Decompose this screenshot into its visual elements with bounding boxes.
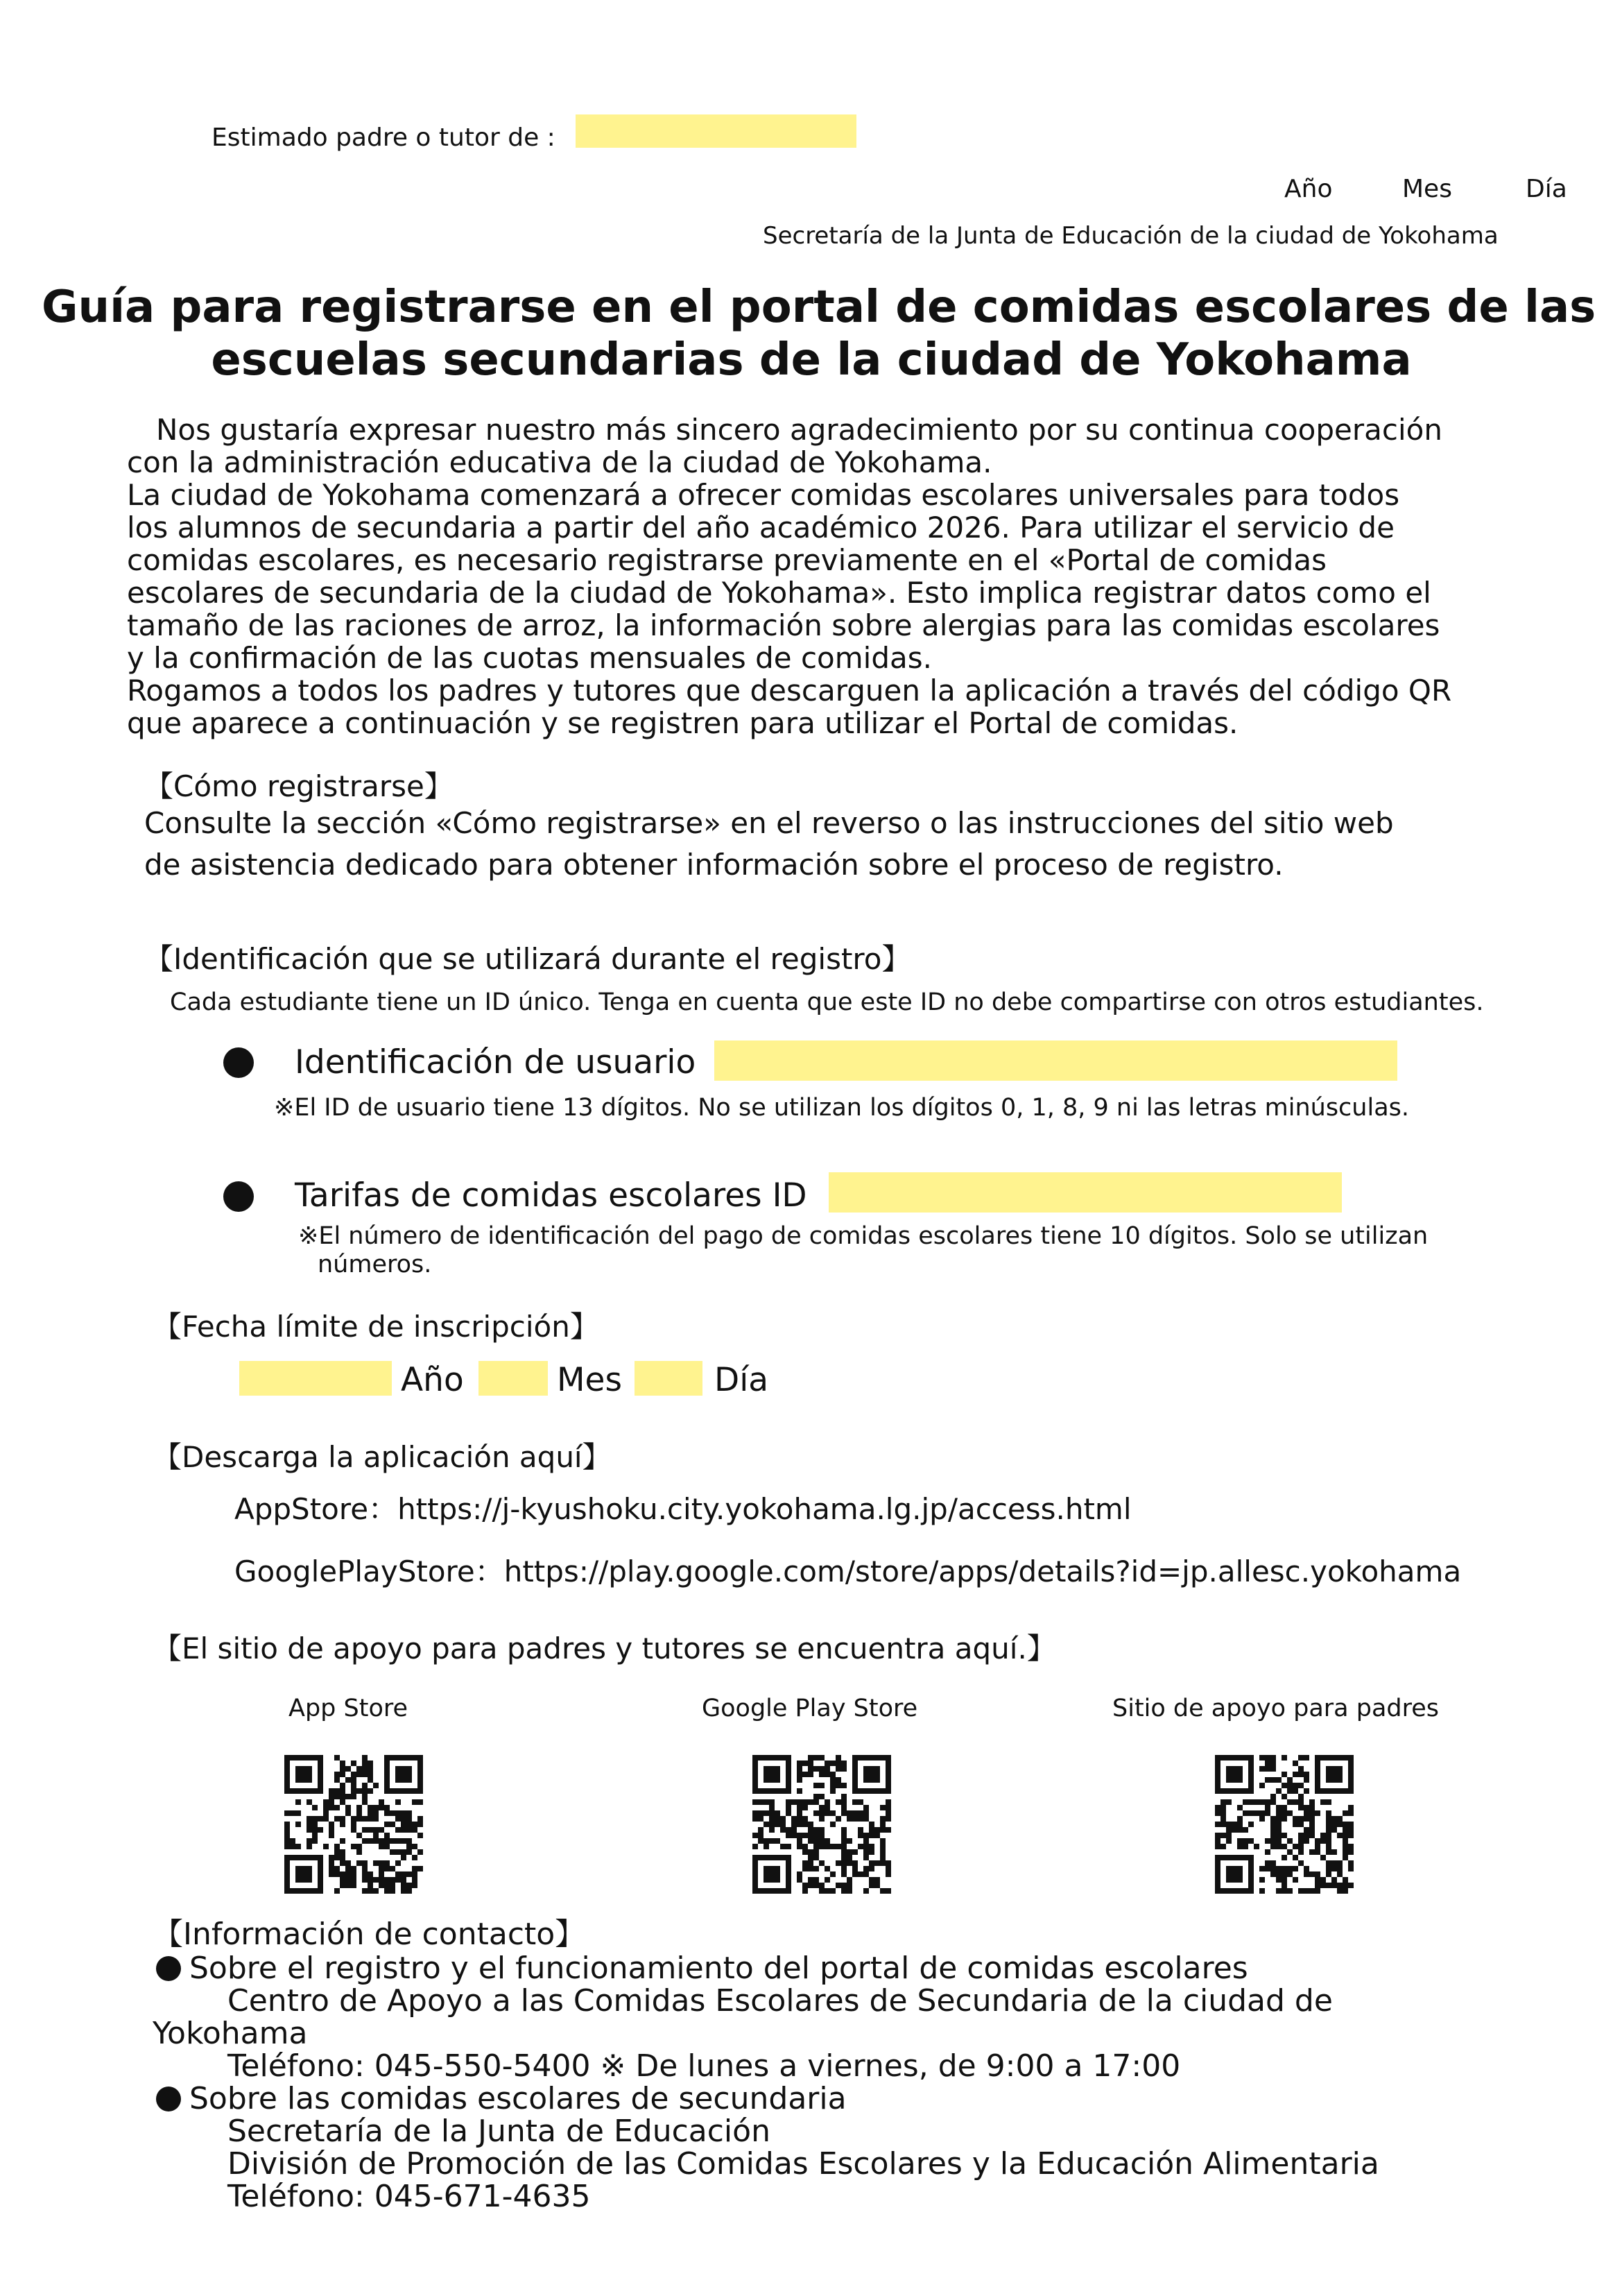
qr-label-googleplay: Google Play Store xyxy=(702,1695,918,1722)
contact-item-2-title-text: Sobre las comidas escolares de secundaria xyxy=(189,2081,847,2116)
intro-line: tamaño de las raciones de arroz, la información sobre alergias para las comidas escolares xyxy=(127,608,1440,642)
contact-item-1-org-1: Centro de Apoyo a las Comidas Escolares de Secundaria de la ciudad de xyxy=(227,1983,1333,2019)
qr-code-support[interactable] xyxy=(1215,1755,1354,1894)
fee-id-note-1: ※El número de identificación del pago de comidas escolares tiene 10 dígitos. Solo se utilizan xyxy=(298,1222,1429,1250)
user-id-note: ※El ID de usuario tiene 13 dígitos. No se utilizan los dígitos 0, 1, 8, 9 ni las letras minúsculas. xyxy=(274,1094,1410,1122)
appstore-link[interactable]: https://j-kyushoku.city.yokohama.lg.jp/access.html xyxy=(397,1492,1132,1526)
contact-section xyxy=(153,1918,1574,2213)
title-line-2: escuelas secundarias de la ciudad de Yokohama xyxy=(211,334,1412,386)
fee-id-label: Tarifas de comidas escolares ID xyxy=(295,1176,807,1215)
contact-item-1-title xyxy=(156,1952,1574,1985)
googleplay-label: GooglePlayStore： xyxy=(234,1554,504,1588)
user-id-label: Identificación de usuario xyxy=(295,1043,696,1081)
guardian-name-field[interactable] xyxy=(576,114,856,148)
qr-label-appstore: App Store xyxy=(288,1695,408,1722)
deadline-year-label: Año xyxy=(401,1361,464,1399)
deadline-month-field[interactable] xyxy=(478,1361,548,1396)
intro-paragraph xyxy=(127,413,1583,739)
contact-item-2-title xyxy=(156,2082,1574,2115)
greeting: Estimado padre o tutor de : xyxy=(212,123,555,152)
googleplay-row xyxy=(234,1549,1461,1591)
contact-item-2-phone: Teléfono: 045-671-4635 xyxy=(227,2179,591,2214)
deadline-month-label: Mes xyxy=(557,1361,622,1399)
contact-item-1-title-text: Sobre el registro y el funcionamiento del portal de comidas escolares xyxy=(189,1951,1248,1986)
fee-id-note-2: números. xyxy=(318,1251,432,1278)
download-heading: 【Descarga la aplicación aquí】 xyxy=(153,1440,612,1474)
deadline-day-field[interactable] xyxy=(635,1361,702,1396)
qr-code-appstore[interactable] xyxy=(284,1755,423,1894)
bullet-icon xyxy=(223,1181,254,1212)
intro-line: que aparece a continuación y se registren para utilizar el Portal de comidas. xyxy=(127,706,1239,740)
how-to-line-1: Consulte la sección «Cómo registrarse» en el reverso o las instrucciones del sitio web xyxy=(144,806,1394,840)
title-line-1: Guía para registrarse en el portal de comidas escolares de las xyxy=(42,282,1596,333)
contact-item-1-org-2: Yokohama xyxy=(153,2016,308,2051)
qr-label-support: Sitio de apoyo para padres xyxy=(1112,1695,1440,1722)
appstore-row xyxy=(234,1487,1132,1528)
intro-line: Rogamos a todos los padres y tutores que descarguen la aplicación a través del código QR xyxy=(127,674,1452,708)
how-to-heading: 【Cómo registrarse】 xyxy=(144,769,454,803)
date-month-label: Mes xyxy=(1402,175,1452,203)
intro-line: los alumnos de secundaria a partir del año académico 2026. Para utilizar el servicio de xyxy=(127,511,1395,545)
bullet-icon xyxy=(223,1047,254,1078)
intro-line: La ciudad de Yokohama comenzará a ofrecer comidas escolares universales para todos xyxy=(127,478,1400,512)
intro-line: comidas escolares, es necesario registrarse previamente en el «Portal de comidas xyxy=(127,543,1327,577)
how-to-line-2: de asistencia dedicado para obtener información sobre el proceso de registro. xyxy=(144,848,1284,882)
contact-item-1-phone: Teléfono: 045-550-5400 ※ De lunes a viernes, de 9:00 a 17:00 xyxy=(227,2048,1181,2084)
deadline-year-field[interactable] xyxy=(239,1361,392,1396)
fee-id-field[interactable] xyxy=(829,1172,1342,1213)
contact-heading: 【Información de contacto】 xyxy=(153,1917,586,1952)
intro-line: escolares de secundaria de la ciudad de Yokohama». Esto implica registrar datos como el xyxy=(127,576,1431,610)
bullet-icon xyxy=(156,2087,181,2111)
date-year-label: Año xyxy=(1284,175,1333,203)
issuer: Secretaría de la Junta de Educación de la ciudad de Yokohama xyxy=(763,222,1499,250)
user-id-field[interactable] xyxy=(714,1040,1397,1081)
qr-code-googleplay[interactable] xyxy=(752,1755,891,1894)
ids-heading: 【Identificación que se utilizará durante el registro】 xyxy=(144,942,911,976)
contact-item-2-org-2: División de Promoción de las Comidas Escolares y la Educación Alimentaria xyxy=(227,2146,1379,2182)
ids-note: Cada estudiante tiene un ID único. Tenga en cuenta que este ID no debe compartirse con otros estudiantes. xyxy=(170,988,1484,1016)
intro-line: y la confirmación de las cuotas mensuales de comidas. xyxy=(127,641,932,675)
page-title xyxy=(42,281,1596,386)
date-day-label: Día xyxy=(1526,175,1567,203)
intro-line: con la administración educativa de la ciudad de Yokohama. xyxy=(127,445,992,479)
googleplay-link[interactable]: https://play.google.com/store/apps/details?id=jp.allesc.yokohama xyxy=(503,1554,1462,1588)
deadline-heading: 【Fecha límite de inscripción】 xyxy=(153,1310,599,1344)
support-heading: 【El sitio de apoyo para padres y tutores se encuentra aquí.】 xyxy=(153,1631,1056,1665)
intro-line: Nos gustaría expresar nuestro más sincero agradecimiento por su continua cooperación xyxy=(127,413,1442,447)
appstore-label: AppStore： xyxy=(234,1492,398,1526)
contact-item-2-org-1: Secretaría de la Junta de Educación xyxy=(227,2114,770,2149)
bullet-icon xyxy=(156,1956,181,1981)
deadline-day-label: Día xyxy=(714,1361,769,1399)
